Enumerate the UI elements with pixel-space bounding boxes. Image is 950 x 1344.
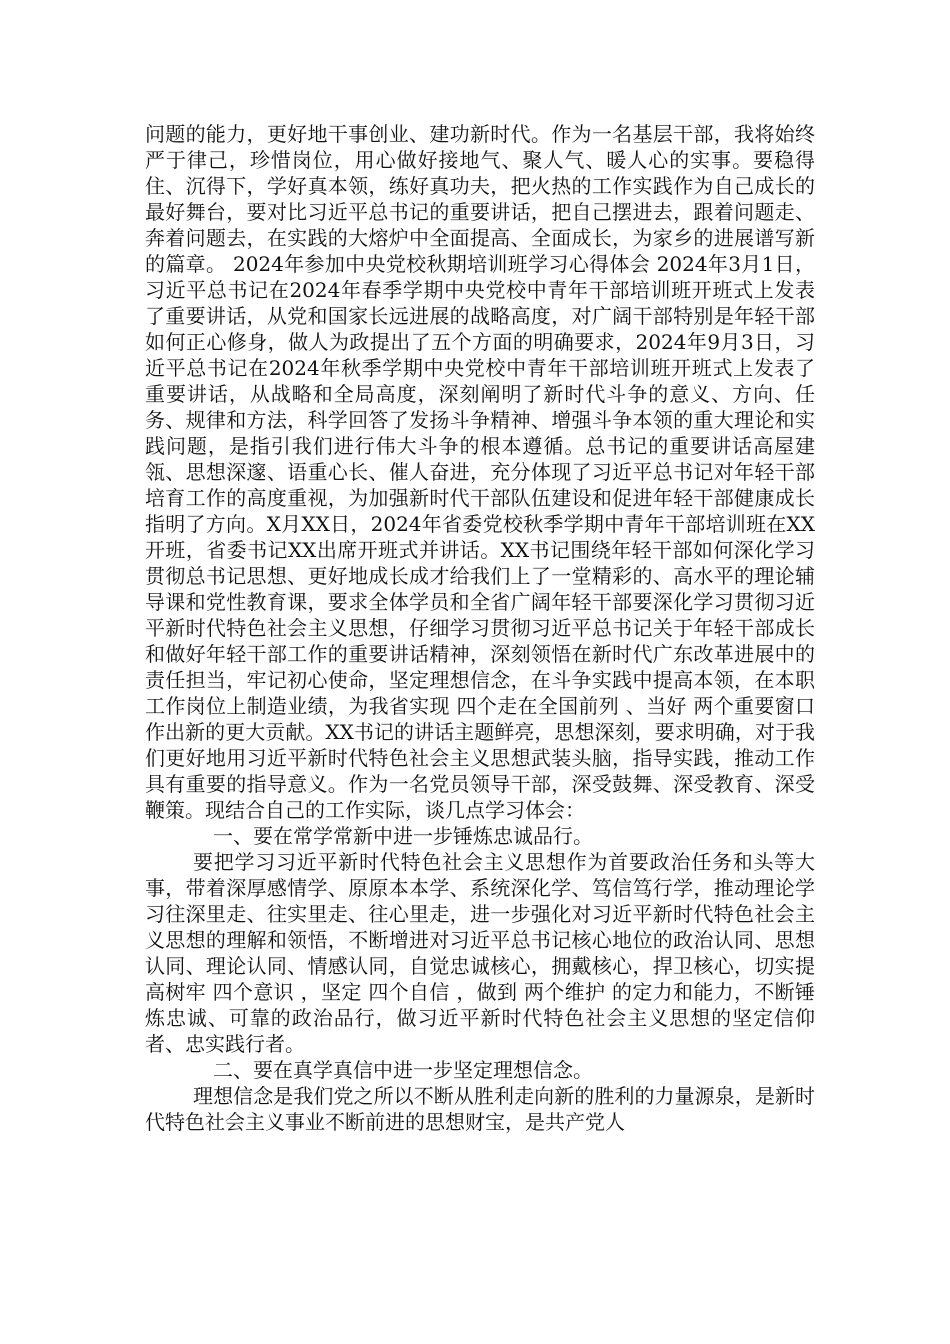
document-page — [145, 121, 815, 1135]
section-heading-2: 二、要在真学真信中进一步坚定理想信念。 — [213, 1058, 593, 1082]
section-2-paragraph: 理想信念是我们党之所以不断从胜利走向新的胜利的力量源泉，是新时代特色社会主义事业不断前进的思想财宝，是共产党人 — [145, 1084, 815, 1134]
section-1-paragraph: 要把学习习近平新时代特色社会主义思想作为首要政治任务和头等大事，带着深厚感情学、原原本本学、系统深化学、笃信笃行学，推动理论学习往深里走、往实里走、往心里走，进一步强化对习近平新时代特色社会主义思想的理解和领悟，不断增进对习近平总书记核心地位的政治认同、思想认同、理论认同、情感认同，自觉忠诚核心，拥戴核心，捍卫核心，切实提高树牢 四个意识 ，坚定 四个自信 ，做到 两个维护 的定力和能力，不断锤炼忠诚、可靠的政治品行，做习近平新时代特色社会主义思想的坚定信仰者、忠实践行者。 — [145, 850, 815, 1056]
body-paragraph: 问题的能力，更好地干事创业、建功新时代。作为一名基层干部，我将始终严于律己，珍惜岗位，用心做好接地气、聚人气、暖人心的实事。要稳得住、沉得下，学好真本领，练好真功夫，把火热的工作实践作为自己成长的最好舞台，要对比习近平总书记的重要讲话，把自己摆进去，跟着问题走、奔着问题去，在实践的大熔炉中全面提高、全面成长，为家乡的进展谱写新的篇章。 2024年参加中央党校秋期培训班学习心得体会 2024年3月1日，习近平总书记在2024年春季学期中央党校中青年干部培训班开班式上发表了重要讲话，从党和国家长远进展的战略高度，对广阔干部特别是年轻干部如何正心修身，做人为政提出了五个方面的明确要求，2024年9月3日，习近平总书记在2024年秋季学期中央党校中青年干部培训班开班式上发表了重要讲话，从战略和全局高度，深刻阐明了新时代斗争的意义、方向、任务、规律和方法，科学回答了发扬斗争精神、增强斗争本领的重大理论和实践问题，是指引我们进行伟大斗争的根本遵循。总书记的重要讲话高屋建瓴、思想深邃、语重心长、催人奋进，充分体现了习近平总书记对年轻干部培育工作的高度重视，为加强新时代干部队伍建设和促进年轻干部健康成长指明了方向。X月XX日，2024年省委党校秋季学期中青年干部培训班在XX开班，省委书记XX出席开班式并讲话。XX书记围绕年轻干部如何深化学习贯彻总书记思想、更好地成长成才给我们上了一堂精彩的、高水平的理论辅导课和党性教育课，要求全体学员和全省广阔年轻干部要深化学习贯彻习近平新时代特色社会主义思想，仔细学习贯彻习近平总书记关于年轻干部成长和做好年轻干部工作的重要讲话精神，深刻领悟在新时代广东改革进展中的责任担当，牢记初心使命，坚定理想信念，在斗争实践中提高本领，在本职工作岗位上制造业绩，为我省实现 四个走在全国前列 、当好 两个重要窗口 作出新的更大贡献。XX书记的讲话主题鲜亮，思想深刻，要求明确，对于我们更好地用习近平新时代特色社会主义思想武装头脑，指导实践，推动工作具有重要的指导意义。作为一名党员领导干部，深受鼓舞、深受教育、深受鞭策。现结合自己的工作实际，谈几点学习体会： — [145, 122, 815, 822]
section-heading-1: 一、要在常学常新中进一步锤炼忠诚品行。 — [213, 824, 593, 848]
